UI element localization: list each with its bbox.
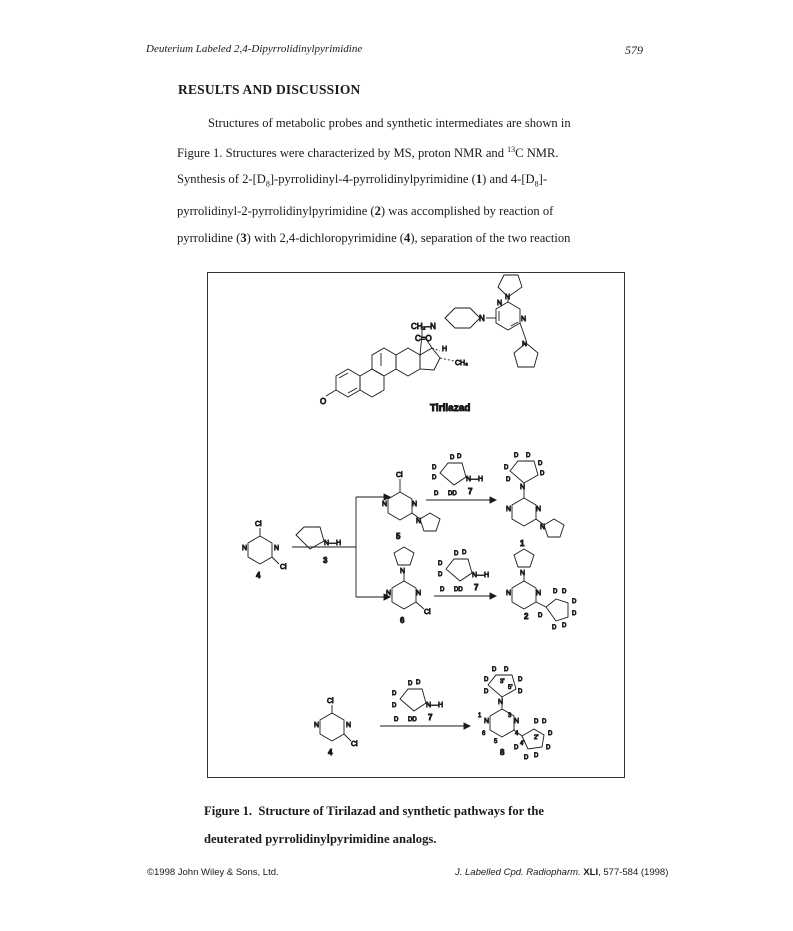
deuterium-label: D <box>432 475 437 481</box>
deuterium-label: D <box>457 454 462 460</box>
text-span: ) was accomplished by reaction of <box>380 204 554 219</box>
atom-label: Cl <box>351 741 358 748</box>
ring-locant: 4 <box>515 731 519 737</box>
compound-number: 7 <box>474 583 479 592</box>
deuterium-label: D <box>514 745 519 751</box>
deuterium-label: D <box>450 455 455 461</box>
steroid-ring-d <box>420 348 440 370</box>
paragraph-line <box>177 137 637 167</box>
deuterium-label: D <box>492 667 497 673</box>
deuterium-label: D <box>552 625 557 631</box>
text-span: ]-pyrrolidinyl-4-pyrrolidinylpyrimidine ( <box>269 172 476 187</box>
atom-label: N—H <box>472 572 490 579</box>
deuterium-label: D <box>540 471 545 477</box>
compound-number: 5 <box>396 532 401 541</box>
paragraph-line <box>177 198 637 225</box>
atom-label: N <box>536 590 542 597</box>
compound-6-structure <box>392 547 424 609</box>
section-heading: RESULTS AND DISCUSSION <box>178 82 361 97</box>
journal-citation <box>455 867 668 878</box>
compound-number: 1 <box>520 539 525 548</box>
compound-2-structure <box>512 549 568 621</box>
atom-label: N <box>386 590 392 597</box>
atom-label: N <box>242 545 248 552</box>
compound-number: 7 <box>428 713 433 722</box>
atom-label: N <box>416 518 422 525</box>
compound-number: 2 <box>524 612 529 621</box>
atom-label: N <box>521 316 527 323</box>
ring-locant: 3' <box>500 679 505 685</box>
atom-label: N—H <box>426 702 444 709</box>
carbonyl-bond <box>326 390 336 396</box>
atom-label: N <box>536 506 542 513</box>
compound-7-ring <box>446 559 472 581</box>
piperazine-ring <box>445 308 480 328</box>
atom-label: N <box>400 568 406 575</box>
compound-ref: 4 <box>404 230 411 245</box>
compound-ref: 3 <box>240 230 247 245</box>
figure-caption <box>204 797 644 853</box>
atom-label: N <box>416 590 422 597</box>
deuterium-label: D <box>562 623 567 629</box>
atom-label: N <box>520 570 526 577</box>
page-number: 579 <box>625 43 643 57</box>
figure-1 <box>207 272 625 778</box>
atom-label: Cl <box>424 609 431 616</box>
deuterium-label: D <box>553 589 558 595</box>
atom-label: CH₃ <box>455 360 468 367</box>
atom-label: N <box>274 545 280 552</box>
pyrimidine-ring <box>392 581 416 609</box>
deuterium-label: D <box>462 550 467 556</box>
atom-label: N <box>346 722 352 729</box>
atom-label: N <box>382 501 388 508</box>
paragraph-line <box>177 166 637 198</box>
atom-label: N <box>522 341 528 348</box>
atom-label: N <box>479 314 485 323</box>
deuterium-label: D <box>408 681 413 687</box>
deuterated-pyrrolidine-ring <box>546 599 568 621</box>
text-span: pyrrolidine ( <box>177 230 241 245</box>
atom-label: N <box>506 506 512 513</box>
compound-3-ring <box>296 527 324 549</box>
atom-label: N <box>514 718 520 725</box>
compound-number: 6 <box>400 616 405 625</box>
atom-label: N—H <box>324 540 342 547</box>
deuterium-label: D <box>538 461 543 467</box>
compound-number: 4 <box>256 571 261 580</box>
deuterium-label: D <box>454 551 459 557</box>
compound-number: 3 <box>323 556 328 565</box>
text-span: Figure 1. Structures were characterized by MS, proton NMR and <box>177 145 508 160</box>
steroid-ring-b <box>360 369 384 397</box>
deuterium-label: D <box>548 731 553 737</box>
caption-line <box>204 797 644 825</box>
subscript: 8 <box>534 179 539 189</box>
ring-locant: 5 <box>494 739 498 745</box>
text-span: pyrrolidinyl-2-pyrrolidinylpyrimidine ( <box>177 204 375 219</box>
ring-locant: 6 <box>482 731 486 737</box>
text-span: C NMR. <box>515 145 559 160</box>
caption-label: Figure 1. <box>204 804 253 818</box>
deuterium-label: D <box>484 689 489 695</box>
caption-text: Structure of Tirilazad and synthetic pathways for the <box>252 804 544 818</box>
atom-label: Cl <box>327 698 334 705</box>
atom-label: N <box>497 300 503 307</box>
deuterium-label: DD <box>454 587 463 593</box>
pyrimidine-ring <box>320 713 344 741</box>
deuterium-label: D <box>514 453 519 459</box>
arrow-head <box>490 593 496 599</box>
compound-1-structure <box>510 461 564 537</box>
deuterium-label: D <box>518 677 523 683</box>
paragraph-line <box>177 110 637 137</box>
caption-text: deuterated pyrrolidinylpyrimidine analogs. <box>204 832 437 846</box>
deuterium-label: D <box>534 753 539 759</box>
atom-label: CH₂–N <box>411 322 436 331</box>
deuterium-label: D <box>526 453 531 459</box>
methyl-hash-bond <box>440 358 454 361</box>
atom-label: N <box>412 501 418 508</box>
atom-label: Cl <box>255 521 262 528</box>
deuterium-label: D <box>394 717 399 723</box>
deuterium-label: D <box>504 465 509 471</box>
deuterium-label: D <box>506 477 511 483</box>
text-span: ), separation of the two reaction <box>410 230 571 245</box>
compound-7-ring <box>400 689 426 711</box>
double-bond <box>511 322 518 326</box>
text-span: ]- <box>538 172 548 187</box>
atom-label: N <box>520 484 526 491</box>
pyrimidine-ring <box>388 492 412 520</box>
pyrimidine-ring <box>512 581 536 609</box>
deuterium-label: D <box>432 465 437 471</box>
deuterium-label: D <box>392 691 397 697</box>
pyrrolidine-ring <box>420 513 440 531</box>
deuterated-pyrrolidine-ring <box>522 729 544 749</box>
ring-locant: 2' <box>534 735 539 741</box>
body-paragraph <box>177 110 637 251</box>
arrow-head <box>490 497 496 503</box>
steroid-ring-c2 <box>396 348 420 376</box>
deuterium-label: DD <box>448 491 457 497</box>
paragraph-line <box>177 225 637 252</box>
deuterium-label: D <box>534 719 539 725</box>
text-span: ) with 2,4-dichloropyrimidine ( <box>246 230 405 245</box>
text-span: ) and 4-[D <box>482 172 535 187</box>
atom-label: N <box>506 590 512 597</box>
steroid-ring-c <box>372 348 396 376</box>
bond <box>344 734 351 741</box>
deuterium-label: D <box>542 719 547 725</box>
deuterium-label: D <box>392 703 397 709</box>
copyright-notice: ©1998 John Wiley & Sons, Ltd. <box>147 867 279 878</box>
deuterium-label: D <box>484 677 489 683</box>
deuterium-label: D <box>438 572 443 578</box>
deuterium-label: D <box>504 667 509 673</box>
atom-label: N <box>540 524 546 531</box>
pyrrolidine-ring <box>394 547 414 565</box>
deuterium-label: D <box>538 613 543 619</box>
ring-locant: 3 <box>508 713 512 719</box>
deuterium-label: D <box>524 755 529 761</box>
pyrimidine-ring <box>248 536 272 564</box>
superscript: 13 <box>507 144 516 154</box>
atom-label: Cl <box>396 472 403 479</box>
subscript: 8 <box>265 179 270 189</box>
atom-label: N <box>484 718 490 725</box>
deuterium-label: D <box>546 745 551 751</box>
pyrrolidine-ring <box>514 549 534 567</box>
bond <box>272 557 279 564</box>
deuterium-label: D <box>434 491 439 497</box>
arrow-head <box>384 494 390 500</box>
compound-number: 4 <box>328 748 333 757</box>
compound-number: 7 <box>468 487 473 496</box>
deuterium-label: D <box>438 561 443 567</box>
deuterium-label: D <box>572 599 577 605</box>
journal-pages: , 577-584 (1998) <box>598 867 669 878</box>
ring-locant: 5' <box>508 685 513 691</box>
atom-label: H <box>442 346 448 353</box>
pyrimidine-ring <box>512 498 536 526</box>
arrow-head <box>464 723 470 729</box>
deuterium-label: D <box>416 680 421 686</box>
deuterium-label: D <box>518 689 523 695</box>
atom-label: C=O <box>415 334 432 343</box>
deuterium-label: D <box>440 587 445 593</box>
atom-label: Cl <box>280 564 287 571</box>
compound-ref: 2 <box>374 204 381 219</box>
atom-label: N <box>505 294 511 301</box>
tirilazad-label: Tirilazad <box>430 403 471 414</box>
text-span: Synthesis of 2-[D <box>177 172 266 187</box>
deuterated-pyrrolidine-ring <box>510 461 538 483</box>
compound-number: 8 <box>500 748 505 757</box>
ring-locant: 4' <box>520 741 525 747</box>
atom-label: N <box>498 699 504 706</box>
compound-ref: 1 <box>475 172 483 187</box>
atom-label: N <box>314 722 320 729</box>
deuterium-label: DD <box>408 717 417 723</box>
caption-line <box>204 825 644 853</box>
compound-7-ring <box>440 463 466 485</box>
journal-name: J. Labelled Cpd. Radiopharm. <box>455 867 581 878</box>
deuterium-label: D <box>572 611 577 617</box>
pyrrolidine-ring <box>544 519 564 537</box>
reaction-scheme <box>208 273 624 777</box>
bond <box>520 323 526 340</box>
atom-label: O <box>320 397 327 406</box>
journal-volume: XLI <box>583 867 599 878</box>
bond <box>416 602 424 609</box>
text-span: Structures of metabolic probes and synthetic intermediates are shown in <box>208 116 571 130</box>
ring-locant: 1 <box>478 713 482 719</box>
deuterium-label: D <box>562 589 567 595</box>
atom-label: N—H <box>466 476 484 483</box>
running-title: Deuterium Labeled 2,4-Dipyrrolidinylpyrimidine <box>146 43 363 55</box>
bond <box>536 602 546 607</box>
